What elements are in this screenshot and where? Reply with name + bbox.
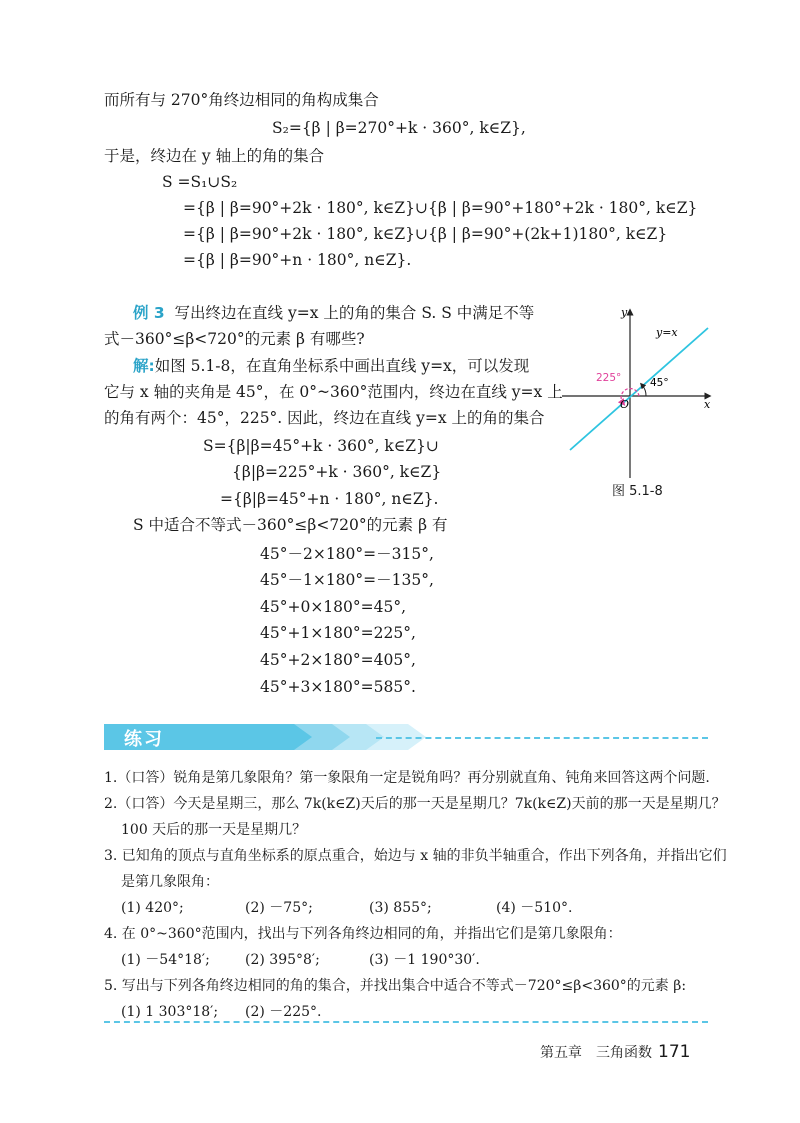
solution-line: S 中适合不等式－360°≤β<720°的元素 β 有 — [133, 516, 448, 534]
coordinate-figure — [560, 300, 720, 480]
value-line: 45°+3×180°=585°. — [260, 678, 416, 696]
chapter-title: 第五章 三角函数 — [540, 1045, 652, 1061]
text-line: 于是，终边在 y 轴上的角的集合 — [104, 147, 325, 165]
formula-line: S =S₁∪S₂ — [162, 173, 238, 191]
solution-line — [133, 356, 529, 376]
example-question-text: 写出终边在直线 y=x 上的角的集合 S. S 中满足不等 — [174, 304, 535, 322]
value-line: 45°+1×180°=225°, — [260, 624, 416, 642]
practice-title: 练习 — [124, 729, 164, 750]
angle-225-label: 225° — [596, 372, 622, 384]
practice-item: 2.（口答）今天是星期三，那么 7k(k∈Z)天后的那一天是星期几？7k(k∈Z)天前的那一天是星期几？ — [104, 796, 726, 812]
value-line: 45°－2×180°=－315°, — [260, 545, 434, 563]
line-y-eq-x — [570, 328, 708, 450]
value-line: 45°－1×180°=－135°, — [260, 571, 434, 589]
practice-subitem: (3) 855°; — [369, 900, 432, 916]
line-label: y=x — [656, 326, 678, 339]
formula-line: {β|β=225°+k · 360°, k∈Z} — [232, 463, 442, 481]
practice-subitem: (2) －75°; — [245, 900, 313, 916]
y-axis-label: y — [621, 306, 628, 319]
example-question-line: 式－360°≤β<720°的元素 β 有哪些? — [104, 330, 365, 348]
figure-caption: 图 5.1-8 — [612, 484, 663, 499]
angle-45-label: 45° — [650, 377, 669, 389]
practice-subitem: (1) 1 303°18′; — [121, 1004, 219, 1020]
practice-item: 3. 已知角的顶点与直角坐标系的原点重合，始边与 x 轴的非负半轴重合，作出下列各角，并指出它们 — [104, 848, 727, 864]
practice-item: 4. 在 0°~360°范围内，找出与下列各角终边相同的角，并指出它们是第几象限角： — [104, 926, 622, 942]
solution-line: 它与 x 轴的夹角是 45°，在 0°~360°范围内，终边在直线 y=x 上 — [104, 383, 563, 401]
solution-text: 如图 5.1-8，在直角坐标系中画出直线 y=x，可以发现 — [154, 357, 530, 375]
solution-label: 解: — [133, 357, 155, 375]
practice-item: 100 天后的那一天是星期几？ — [121, 822, 307, 838]
formula-line: ={β | β=90°+2k · 180°, k∈Z}∪{β | β=90°+180°+2k · 180°, k∈Z} — [183, 199, 698, 217]
practice-subitem: (2) 395°8′; — [245, 952, 320, 968]
section-divider — [104, 1021, 708, 1023]
formula-line: S₂={β | β=270°+k · 360°, k∈Z}, — [272, 119, 526, 137]
practice-subitem: (1) 420°; — [121, 900, 184, 916]
practice-subitem: (1) －54°18′; — [121, 952, 210, 968]
text-line: 而所有与 270°角终边相同的角构成集合 — [104, 91, 379, 109]
practice-item: 1.（口答）锐角是第几象限角？第一象限角一定是锐角吗？再分别就直角、钝角来回答这两个问题. — [104, 770, 710, 786]
practice-subitem: (4) －510°. — [496, 900, 573, 916]
page-footer — [540, 1042, 690, 1062]
solution-line: 的角有两个：45°，225°. 因此，终边在直线 y=x 上的角的集合 — [104, 409, 545, 427]
practice-item: 5. 写出与下列各角终边相同的角的集合，并找出集合中适合不等式－720°≤β<360°的元素 β: — [104, 978, 687, 994]
page-number: 171 — [658, 1042, 691, 1062]
practice-subitem: (3) －1 190°30′. — [369, 952, 480, 968]
practice-subitem: (2) －225°. — [245, 1004, 322, 1020]
x-axis-label: x — [704, 398, 711, 411]
origin-label: O — [620, 398, 630, 411]
practice-banner — [104, 720, 708, 754]
value-line: 45°+0×180°=45°, — [260, 598, 407, 616]
value-line: 45°+2×180°=405°, — [260, 651, 416, 669]
formula-line: S={β|β=45°+k · 360°, k∈Z}∪ — [203, 437, 439, 455]
example-question-line — [133, 303, 534, 323]
formula-line: ={β | β=90°+2k · 180°, k∈Z}∪{β | β=90°+(2k+1)180°, k∈Z} — [183, 225, 668, 243]
example-label: 例 3 — [133, 304, 165, 322]
formula-line: ={β|β=45°+n · 180°, n∈Z}. — [220, 490, 439, 508]
practice-item: 是第几象限角： — [121, 874, 219, 890]
formula-line: ={β | β=90°+n · 180°, n∈Z}. — [183, 251, 412, 269]
